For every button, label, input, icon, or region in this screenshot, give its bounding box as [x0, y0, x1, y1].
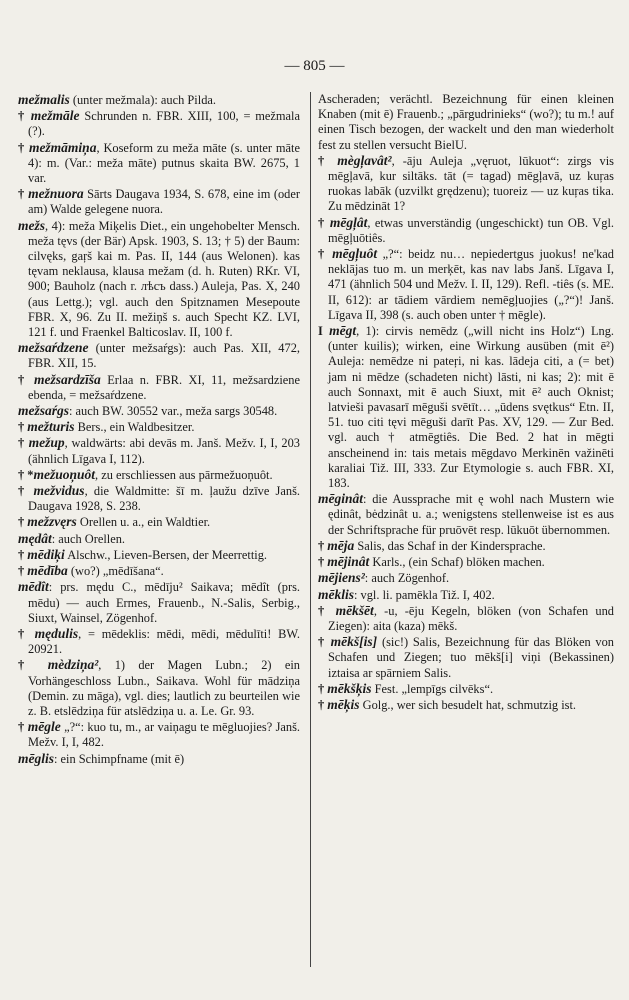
entry-continuation: Ascheraden; verächtl. Bezeichnung für einen kleinen Knaben (mit ē) Frauenb.; „pārgudrinieks“ (wo?); tu m.! auf einen Tisch bezogen, der wackelt und den man wiederholt fest zu stellen versucht BielU. — [318, 92, 614, 152]
entry: I mēgt, 1): cirvis nemēdz („will nicht ins Holz“) Lng. (unter kuilis); wirken, eine Wirkung ausüben (mit ē²) Auleja: nemēdze ni pateŗi, ni kas. lādeja citi, a (= bet) jam ni mēdze (schadeten nicht) lāsti, ni kas; 2): mit ē auch Sonnaxt, mit ē auch Siuxt, mit ē² auch Oknist; latvieši pavasarī mēguši svētīt… „ūdens svętkus“ Etn. II, 51. tuo citi tęvi mēguši darīt Pas. XV, 129. — Zur Bed. vgl. auch † atmēgtiês. Die Bed. 2 hat in mēgti anscheinend in: tais metais mēgdavo Merkinēn važinēti karaliai Tiž. III, 333. Zur Etymologie s. auch FBR. XI, 183. — [318, 323, 615, 491]
entry: mežsaŕgs: auch BW. 30552 var., meža sargs 30548. — [18, 403, 278, 419]
entry: † mežmāle Schrunden n. FBR. XIII, 100, = mežmala (?). — [18, 108, 300, 139]
entry: † mèdziņa², 1) der Magen Lubn.; 2) ein Vorhängeschloss Lubn., Saikava. Wohl für mādziņa (Demin. zu māga), vgl. dies; lautlich zu beurteilen wie z. B. etslēdziņa für atslēdziņa u. a. Le. Gr. 93. — [18, 657, 300, 718]
entry: † mēja Salis, das Schaf in der Kindersprache. — [318, 537, 546, 553]
entry: † mežnuora Sārts Daugava 1934, S. 678, eine im (oder am) Walde gelegene nuora. — [18, 186, 300, 217]
entry: † mędulis, = mēdeklis: mēdi, mēdi, mēdulīti! BW. 20921. — [18, 625, 300, 657]
entry: mežmalis (unter mežmala): auch Pilda. — [18, 92, 216, 107]
entry: mežsaŕdzene (unter mežsaŕgs): auch Pas. XII, 472, FBR. XII, 15. — [18, 340, 300, 371]
entry: mędât: auch Orellen. — [18, 530, 126, 546]
entry: † mežvidus, die Waldmitte: šī m. ļaužu dzīve Janš. Daugava 1928, S. 238. — [18, 483, 300, 514]
entry: † mežzvęrs Orellen u. a., ein Waldtier. — [18, 514, 211, 530]
entry: † mežmāmiņa, Koseform zu meža māte (s. unter māte 4): m. (Var.: meža māte) putnus skaita BW. 2675, 1 var. — [18, 139, 301, 186]
entry: † mežturis Bers., ein Waldbesitzer. — [18, 419, 195, 435]
entry: † mējinât Karls., (ein Schaf) blöken machen. — [318, 554, 545, 570]
entry: † mežup, waldwärts: abi devās m. Janš. Mežv. I, I, 203 (ähnlich Līgava I, 112). — [18, 435, 300, 466]
entry: † mēgle „?“: kuo tu, m., ar vaiņagu te mēgluojies? Janš. Mežv. I, I, 482. — [18, 719, 301, 750]
entry: † *mežuoņuôt, zu erschliessen aus pārmežuoņuôt. — [18, 466, 273, 482]
entry: † mēkšēt, -u, -ēju Kegeln, blöken (von Schafen und Ziegen): aita (kaza) mēkš. — [318, 602, 614, 633]
entry: mēdît: prs. mędu C., mēdīju² Saikava; mēdît (prs. mēdu) — auch Ermes, Frauenb., N.-Salis, Serbig., Siuxt, Wainsel, Zögenhof. — [18, 579, 300, 625]
entry: † mēkš[is] (sic!) Salis, Bezeichnung für das Blöken von Schafen und Ziegen; tuo mēkš[i] viņi (Bekassinen) iztaisa ar spārniem Salis. — [318, 634, 615, 680]
entry: † mēkšķis Fest. „lempīgs cilvēks“. — [318, 680, 494, 696]
entry: † mēdiķi Alschw., Lieven-Bersen, der Meerrettig. — [18, 546, 267, 562]
entry: mēglis: ein Schimpfname (mit ē) — [18, 750, 185, 766]
entry: † mēgļuôt „?“: beidz nu… nepiedertgus juokus! ne'kad neklājas tuo m. un merķēt, kas nav labs Janš. Līgava I, 471 (ähnlich 504 und Mežv. I. II, 129). Refl. -tiês (s. ME. II, 612): ar tādiem vārdiem nemēgļuojies („?“)! Janš. Līgava II, 398 (s. auch oben unter † mēgle). — [318, 246, 614, 322]
entry: † mègļavât², -āju Auleja „vęruot, lūkuot“: zirgs vis mēgļavā, kur siltāks. tāt (= tagad) mēgļavā, uz kuŗas ruokas labāk (uzvilkt grędzenu); tuoreiz — uz kuŗas tika. Zu mēdzināt 1? — [318, 152, 614, 214]
page-number: — 805 — — [284, 58, 345, 74]
left-column — [18, 92, 300, 767]
entry: mējiens²: auch Zögenhof. — [318, 570, 450, 586]
column-divider — [310, 92, 311, 967]
entry: mēklis: vgl. li. pamēkla Tiž. I, 402. — [318, 586, 495, 602]
entry: † mežsardzīša Erlaa n. FBR. XI, 11, mežsardziene ebenda, = mežsaŕdzene. — [18, 371, 301, 402]
right-column — [318, 92, 614, 713]
entry: mežs, 4): meža Miķelis Diet., ein ungehobelter Mensch. meža tęvs (der Bär) Apsk. 1903, S. 13; † 5) der Baum: cilvęks, gaŗš kai m. Pas. II, 144 (aus Welonen). kas tęvam neklausa, klausa mežam (d. h. Ruten) RKr. VI, 900; Bauholz (nach r. лѣсъ dass.) Auleja, Pas. X, 240 (aus Lettg.); vgl. auch den Spitznamen Mesepoute FBR. X, 96. Zu II. mežiņš s. auch Specht KZ. LVI, 121 f. und Fraenkel Balticoslav. II, 100 f. — [18, 217, 300, 340]
entry: † mēdība (wo?) „mēdīšana“. — [18, 563, 164, 579]
entry: † mēķis Golg., wer sich besudelt hat, schmutzig ist. — [318, 696, 577, 712]
entry: mēginât: die Aussprache mit ę wohl nach Mustern wie ędinât, bėdzinât u. a.; wenigstens stellenweise ist es aus der Schriftsprache für pruōvēt resp. lūkuōt übernommen. — [318, 491, 614, 537]
entry: † mēgļât, etwas unverständig (ungeschickt) tun OB. Vgl. mēgļuōtiês. — [318, 214, 614, 245]
